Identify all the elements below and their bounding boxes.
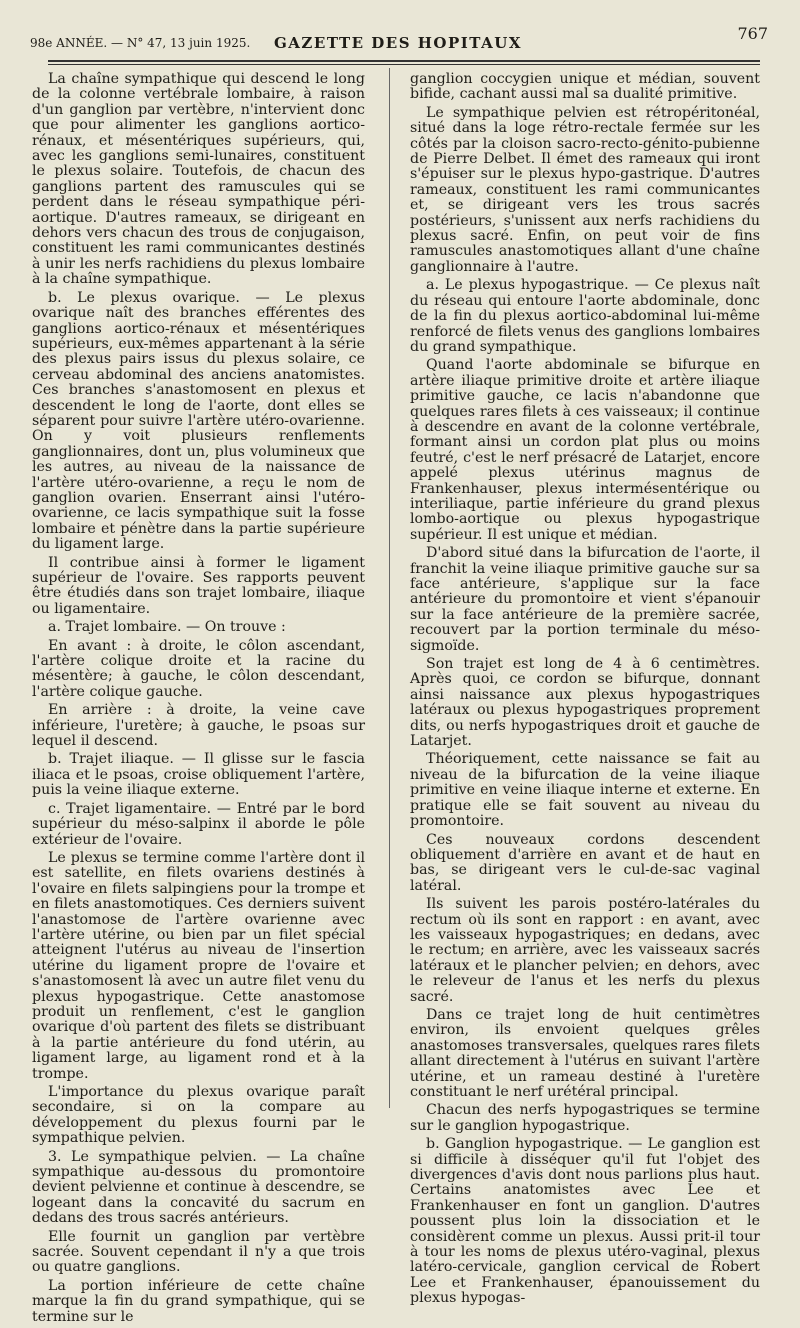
paragraph: Théoriquement, cette naissance se fait au niveau de la bifurcation de la veine iliaque primitive en veine iliaque interne et externe. En pratique elle se fait souvent au niveau du promontoire. (410, 751, 760, 830)
paragraph: L'importance du plexus ovarique paraît secondaire, si on la compare au développement du plexus fourni par le sympathique pelvien. (32, 1084, 365, 1147)
issue-info: 98e ANNÉE. — N° 47, 13 juin 1925. (30, 36, 251, 50)
paragraph: La portion inférieure de cette chaîne marque la fin du grand sympathique, qui se termine sur le (32, 1277, 365, 1325)
page-header (20, 16, 776, 56)
paragraph: 3. Le sympathique pelvien. — La chaîne sympathique au-dessous du promontoire devient pelvienne et continue à descendre, se logeant dans la concavité du sacrum en dedans des trous sacrés antérieurs. (32, 1148, 365, 1227)
paragraph: a. Le plexus hypogastrique. — Ce plexus naît du réseau qui entoure l'aorte abdominale, donc de la fin du plexus aortico-abdominal lui-même renforcé de filets venus des ganglions lombaires du grand sympathique. (410, 277, 760, 355)
paragraph: En avant : à droite, le côlon ascendant, l'artère colique droite et la racine du mésentère; à gauche, le côlon descendant, l'artère colique gauche. (32, 637, 365, 700)
paragraph: b. Ganglion hypogastrique. — Le ganglion est si difficile à disséquer qu'il fut l'objet des divergences d'avis dont nous parlions plus haut. Certains anatomistes avec Lee et Frankenhauser en font un ganglion. D'autres poussent plus loin la dissociation et le considèrent comme un plexus. Aussi prit-il tour à tour les noms de plexus utéro-vaginal, plexus latéro-cervicale, ganglion cervical de Robert Lee et Frankenhauser, épanouissement du plexus hypogas- (410, 1136, 760, 1307)
header-rule-thin (48, 64, 760, 65)
paragraph: b. Trajet iliaque. — Il glisse sur le fascia iliaca et le psoas, croise obliquement l'artère, puis la veine iliaque externe. (32, 751, 365, 799)
paragraph: Le plexus se termine comme l'artère dont il est satellite, en filets ovariens destinés à l'ovaire en filets salpingiens pour la trompe et en filets anastomotiques. Ces derniers suivent l'anastomose de l'artère ovarienne avec l'artère utérine, ou bien par un filet spécial atteignent l'utérus au niveau de l'insertion utérine du ligament propre de l'ovaire et s'anastomosent là avec un autre filet venu du plexus hypogastrique. Cette anastomose produit un renflement, c'est le ganglion ovarique d'où partent des filets se distribuant à la partie antérieure du fond utérin, au ligament large, au ligament rond et à la trompe. (32, 849, 365, 1082)
paragraph: Ils suivent les parois postéro-latérales du rectum où ils sont en rapport : en avant, avec les vaisseaux hypogastriques; en dedans, avec le rectum; en arrière, avec les vaisseaux sacrés latéraux et le plancher pelvien; en dehors, avec le releveur de l'anus et les nerfs du plexus sacré. (410, 896, 760, 1005)
paragraph: Le sympathique pelvien est rétropéritonéal, situé dans la loge rétro-rectale fermée sur les côtés par la cloison sacro-recto-génito-pubienne de Pierre Delbet. Il émet des rameaux qui iront s'épuiser sur le plexus hypo-gastrique. D'autres rameaux, constituent les rami communicantes et, se dirigeant vers les trous sacrés postérieurs, s'unissent aux nerfs rachidiens du plexus sacré. Enfin, on peut voir de fins ramuscules anastomotiques allant d'une chaîne ganglionnaire à l'autre. (410, 104, 760, 275)
paragraph: a. Trajet lombaire. — On trouve : (48, 619, 286, 636)
paragraph: La chaîne sympathique qui descend le long de la colonne vertébrale lombaire, à raison d'un ganglion par vertèbre, n'intervient donc que pour alimenter les ganglions aortico-rénaux, et mésentériques supérieurs, qui, avec les ganglions semi-lunaires, constituent le plexus solaire. Toutefois, de chacun des ganglions partent des ramuscules qui se perdent dans le réseau sympathique péri-aortique. D'autres rameaux, se dirigeant en dehors vers chacun des trous de conjugaison, constituent les rami communicantes destinés à unir les nerfs rachidiens du plexus lombaire à la chaîne sympathique. (32, 71, 365, 288)
paragraph: c. Trajet ligamentaire. — Entré par le bord supérieur du méso-salpinx il aborde le pôle extérieur de l'ovaire. (32, 800, 365, 848)
paragraph: Dans ce trajet long de huit centimètres environ, ils envoient quelques grêles anastomoses transversales, quelques rares filets allant directement à l'utérus en suivant l'artère utérine, et un rameau destiné à l'uretère constituant le nerf urétéral principal. (410, 1006, 760, 1100)
paragraph: D'abord situé dans la bifurcation de l'aorte, il franchit la veine iliaque primitive gauche sur sa face antérieure, s'applique sur la face antérieure du promontoire et vient s'épanouir sur la face antérieure de la première sacrée, recouvert par la portion terminale du méso-sigmoïde. (410, 545, 760, 654)
right-column (410, 72, 760, 1310)
paragraph: Chacun des nerfs hypogastriques se termine sur le ganglion hypogastrique. (410, 1102, 760, 1134)
paragraph: Ces nouveaux cordons descendent obliquement d'arrière en avant et de haut en bas, se dirigeant vers le cul-de-sac vaginal latéral. (410, 831, 760, 894)
journal-title: GAZETTE DES HOPITAUX (273, 34, 522, 52)
paragraph: ganglion coccygien unique et médian, souvent bifide, cachant aussi mal sa dualité primitive. (410, 71, 760, 103)
header-rule (48, 60, 760, 62)
paragraph: b. Le plexus ovarique. — Le plexus ovarique naît des branches efférentes des ganglions aortico-rénaux et mésentériques supérieurs, eux-mêmes appartenant à la série des plexus pairs issus du plexus solaire, ce cerveau abdominal des anciens anatomistes. Ces branches s'anastomosent en plexus et descendent le long de l'aorte, dont elles se séparent pour suivre l'artère utéro-ovarienne. On y voit plusieurs renflements ganglionnaires, dont un, plus volumineux que les autres, au niveau de la naissance de l'artère utéro-ovarienne, a reçu le nom de ganglion ovarien. Enserrant ainsi l'utéro-ovarienne, ce lacis sympathique suit la fosse lombaire et pénètre dans la partie supérieure du ligament large. (32, 289, 365, 553)
paragraph: Il contribue ainsi à former le ligament supérieur de l'ovaire. Ses rapports peuvent être étudiés dans son trajet lombaire, iliaque ou ligamentaire. (32, 554, 365, 617)
paragraph: Elle fournit un ganglion par vertèbre sacrée. Souvent cependant il n'y a que trois ou quatre ganglions. (32, 1228, 365, 1276)
paragraph: Quand l'aorte abdominale se bifurque en artère iliaque primitive droite et artère iliaque primitive gauche, ce lacis n'abandonne que quelques rares filets à ces vaisseaux; il continue à descendre en avant de la colonne vertébrale, formant ainsi un cordon plat plus ou moins feutré, c'est le nerf présacré de Latarjet, encore appelé plexus utérinus magnus de Frankenhauser, plexus intermésentérique ou interiliaque, partie inférieure du grand plexus lombo-aortique ou plexus hypogastrique supérieur. Il est unique et médian. (410, 357, 760, 543)
left-column (32, 72, 365, 1328)
paragraph: En arrière : à droite, la veine cave inférieure, l'uretère; à gauche, le psoas sur lequel il descend. (32, 702, 365, 750)
page-number: 767 (737, 24, 768, 43)
paragraph: Son trajet est long de 4 à 6 centimètres. Après quoi, ce cordon se bifurque, donnant ainsi naissance aux plexus hypogastriques latéraux ou plexus hypogastriques proprement dits, ou nerfs hypogastriques droit et gauche de Latarjet. (410, 656, 760, 750)
column-divider (389, 68, 390, 1108)
